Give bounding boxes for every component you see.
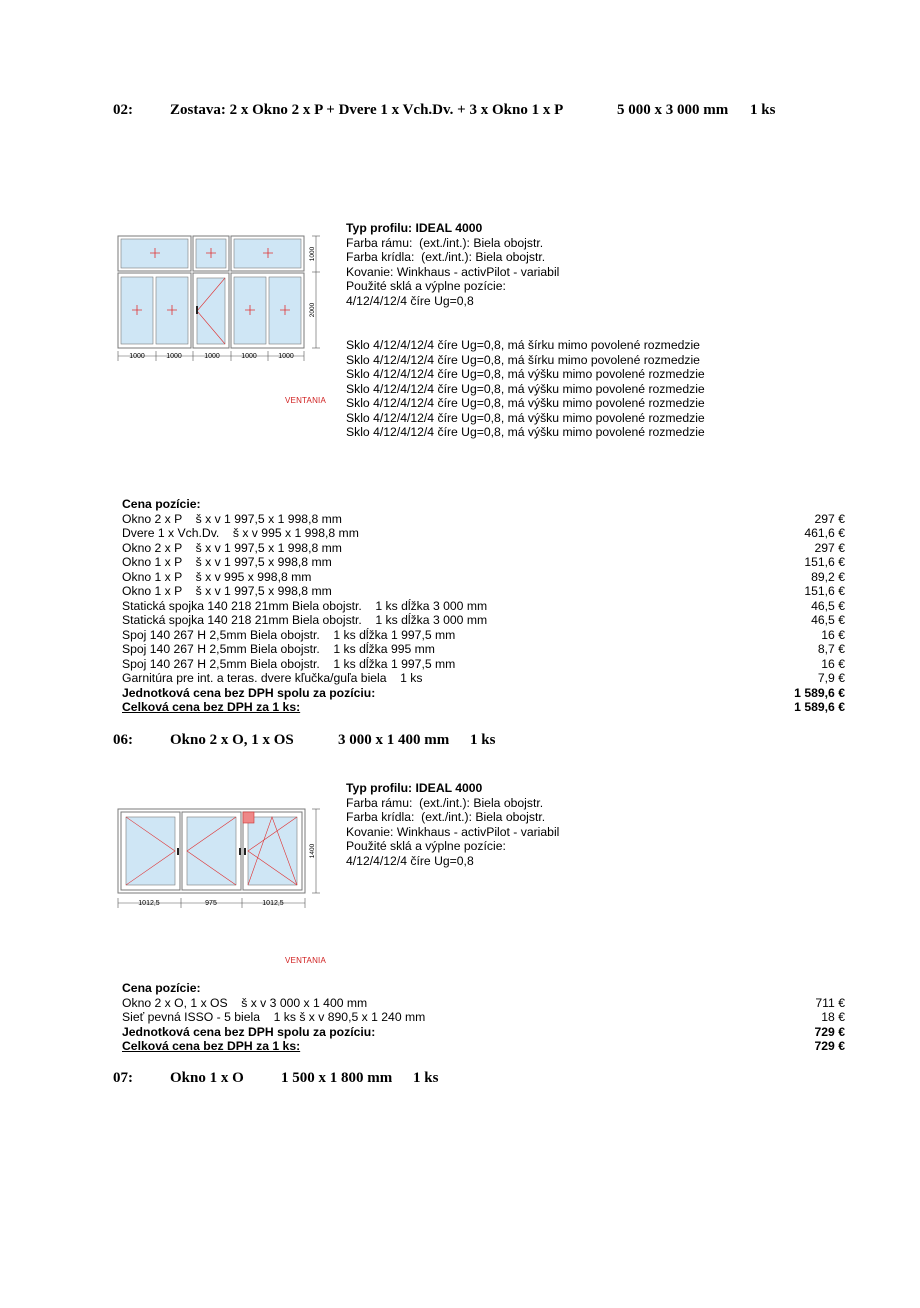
spec-profile: Typ profilu: IDEAL 4000 [346, 781, 483, 795]
price-row [122, 512, 845, 527]
grand-total-value: 1 589,6 € [794, 700, 845, 714]
glass-note: Sklo 4/12/4/12/4 číre Ug=0,8, má výšku mimo povolené rozmedzie [346, 425, 705, 439]
spec-glass-type: 4/12/4/12/4 číre Ug=0,8 [346, 293, 474, 308]
price-row-label: Okno 2 x O, 1 x OS š x v 3 000 x 1 400 mm [122, 995, 368, 1010]
price-block-06 [122, 981, 845, 1054]
spec-profile: Typ profilu: IDEAL 4000 [346, 221, 483, 235]
price-row [122, 1010, 845, 1025]
price-row-label: Spoj 140 267 H 2,5mm Biela obojstr. 1 ks dĺžka 1 997,5 mm [122, 627, 456, 642]
spec-sash-color: Farba krídla: (ext./int.): Biela obojstr. [346, 250, 546, 264]
spec-hardware: Kovanie: Winkhaus - activPilot - variabil [346, 824, 560, 839]
price-row-value: 46,5 € [811, 613, 845, 627]
price-row-value: 711 € [815, 995, 845, 1010]
price-row-label: Okno 2 x P š x v 1 997,5 x 1 998,8 mm [122, 540, 342, 555]
position-number: 06: [113, 732, 133, 748]
price-row-label: Sieť pevná ISSO - 5 biela 1 ks š x v 890,5 x 1 240 mm [122, 1010, 426, 1024]
spec-glass-title: Použité sklá a výplne pozície: [346, 839, 506, 853]
price-row [122, 526, 845, 541]
dim-height: 1400 [309, 843, 316, 859]
price-row-label: Statická spojka 140 218 21mm Biela obojstr. 1 ks dĺžka 3 000 mm [122, 598, 488, 613]
price-row-label: Garnitúra pre int. a teras. dvere kľučka/guľa biela 1 ks [122, 671, 423, 685]
brand-label: VENTANIA [285, 396, 327, 405]
tilt-handle-icon [243, 812, 254, 823]
price-row-label: Okno 1 x P š x v 1 997,5 x 998,8 mm [122, 584, 332, 598]
price-row-value: 89,2 € [811, 569, 845, 584]
price-row-value: 46,5 € [811, 598, 845, 613]
price-block-02 [122, 497, 845, 715]
position-title: Okno 1 x O [170, 1070, 244, 1086]
unit-total-value: 1 589,6 € [794, 685, 845, 700]
price-row-value: 297 € [814, 540, 845, 555]
dim-width-3: 1012,5 [262, 900, 284, 907]
spec-frame-color: Farba rámu: (ext./int.): Biela obojstr. [346, 795, 544, 810]
price-row-label: Okno 1 x P š x v 995 x 998,8 mm [122, 569, 312, 584]
price-row [122, 671, 845, 686]
price-row [122, 642, 845, 657]
price-row [122, 584, 845, 599]
dim-width-1: 1012,5 [138, 900, 160, 907]
price-row [122, 570, 845, 585]
price-row [122, 628, 845, 643]
spec-frame-color: Farba rámu: (ext./int.): Biela obojstr. [346, 235, 544, 250]
price-row-value: 16 € [821, 627, 845, 642]
brand-label: VENTANIA [285, 956, 327, 965]
grand-total-row [122, 1039, 845, 1054]
position-number: 07: [113, 1070, 133, 1086]
dim-bottom-height: 2000 [309, 302, 316, 318]
window-drawing-02 [112, 232, 328, 364]
window-drawing-06 [112, 805, 324, 911]
dim-width-3: 1000 [204, 353, 220, 360]
glass-note: Sklo 4/12/4/12/4 číre Ug=0,8, má výšku mimo povolené rozmedzie [346, 367, 705, 381]
price-row [122, 657, 845, 672]
grand-total-label: Celková cena bez DPH za 1 ks: [122, 700, 301, 714]
price-title: Cena pozície: [122, 497, 201, 511]
grand-total-row [122, 700, 845, 715]
price-row-label: Spoj 140 267 H 2,5mm Biela obojstr. 1 ks dĺžka 1 997,5 mm [122, 656, 456, 671]
unit-total-row [122, 1025, 845, 1040]
position-quantity: 1 ks [413, 1070, 439, 1086]
glass-note: Sklo 4/12/4/12/4 číre Ug=0,8, má výšku mimo povolené rozmedzie [346, 396, 705, 410]
dim-width-1: 1000 [129, 353, 145, 360]
glass-note: Sklo 4/12/4/12/4 číre Ug=0,8, má výšku mimo povolené rozmedzie [346, 381, 705, 396]
price-row-value: 7,9 € [817, 671, 845, 685]
dim-top-height: 1000 [309, 246, 316, 262]
price-row [122, 555, 845, 570]
spec-glass-title: Použité sklá a výplne pozície: [346, 279, 506, 293]
position-title: Okno 2 x O, 1 x OS [170, 732, 294, 748]
price-row [122, 541, 845, 556]
spec-block-02 [346, 221, 559, 308]
dim-width-4: 1000 [241, 353, 257, 360]
glass-notes-02 [346, 338, 705, 440]
spec-hardware: Kovanie: Winkhaus - activPilot - variabil [346, 264, 560, 279]
spec-block-06 [346, 781, 559, 868]
spec-sash-color: Farba krídla: (ext./int.): Biela obojstr. [346, 810, 546, 824]
price-row [122, 613, 845, 628]
position-dimensions: 5 000 x 3 000 mm [617, 102, 729, 118]
position-dimensions: 1 500 x 1 800 mm [281, 1070, 393, 1086]
unit-total-value: 729 € [814, 1024, 845, 1039]
glass-note: Sklo 4/12/4/12/4 číre Ug=0,8, má šírku mimo povolené rozmedzie [346, 352, 700, 367]
price-row-label: Dvere 1 x Vch.Dv. š x v 995 x 1 998,8 mm [122, 526, 359, 540]
price-row-label: Spoj 140 267 H 2,5mm Biela obojstr. 1 ks dĺžka 995 mm [122, 642, 435, 656]
price-row-value: 151,6 € [804, 555, 845, 569]
position-title: Zostava: 2 x Okno 2 x P + Dvere 1 x Vch.Dv. + 3 x Okno 1 x P [170, 102, 564, 118]
price-row-value: 8,7 € [817, 642, 845, 656]
position-quantity: 1 ks [470, 732, 496, 748]
price-row-label: Okno 2 x P š x v 1 997,5 x 1 998,8 mm [122, 511, 342, 526]
position-number: 02: [113, 102, 133, 118]
price-row-label: Statická spojka 140 218 21mm Biela obojstr. 1 ks dĺžka 3 000 mm [122, 613, 488, 627]
price-title: Cena pozície: [122, 981, 201, 995]
price-row-value: 18 € [821, 1010, 845, 1024]
unit-total-label: Jednotková cena bez DPH spolu za pozíciu: [122, 1024, 376, 1039]
position-quantity: 1 ks [750, 102, 776, 118]
grand-total-label: Celková cena bez DPH za 1 ks: [122, 1039, 301, 1053]
unit-total-label: Jednotková cena bez DPH spolu za pozíciu: [122, 685, 376, 700]
price-row-value: 461,6 € [804, 526, 845, 540]
unit-total-row [122, 686, 845, 701]
position-dimensions: 3 000 x 1 400 mm [338, 732, 450, 748]
price-row-label: Okno 1 x P š x v 1 997,5 x 998,8 mm [122, 555, 332, 569]
price-row-value: 297 € [814, 511, 845, 526]
dim-width-5: 1000 [278, 353, 294, 360]
price-row [122, 599, 845, 614]
price-row [122, 996, 845, 1011]
dim-width-2: 1000 [166, 353, 182, 360]
glass-note: Sklo 4/12/4/12/4 číre Ug=0,8, má výšku mimo povolené rozmedzie [346, 410, 705, 425]
price-row-value: 151,6 € [804, 584, 845, 598]
dim-width-2: 975 [205, 900, 217, 907]
glass-note: Sklo 4/12/4/12/4 číre Ug=0,8, má šírku mimo povolené rozmedzie [346, 338, 700, 352]
spec-glass-type: 4/12/4/12/4 číre Ug=0,8 [346, 853, 474, 868]
price-row-value: 16 € [821, 656, 845, 671]
grand-total-value: 729 € [814, 1039, 845, 1053]
